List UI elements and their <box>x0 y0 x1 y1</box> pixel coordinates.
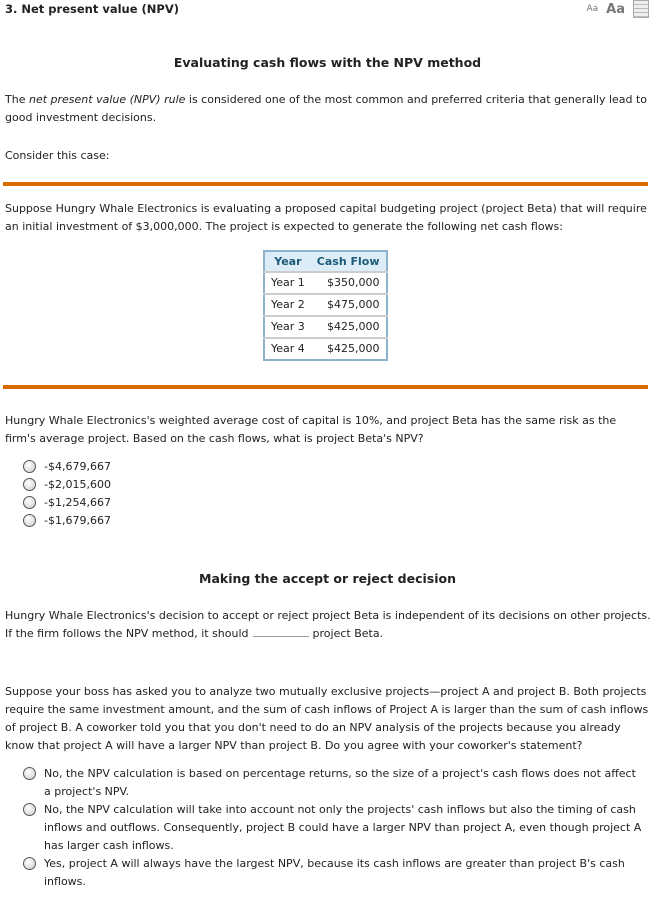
coworker-option[interactable]: No, the NPV calculation will take into account not only the projects' cash inflows but also the timing of cash inflows and outflows. Consequently, project B could have a larger NPV than project A, even though project A has larger cash inflows. <box>23 801 643 855</box>
cash-flow-table <box>263 250 388 361</box>
decision-paragraph: Hungry Whale Electronics's decision to accept or reject project Beta is independent of its decisions on other projects. If the firm follows the NPV method, it should project Beta. <box>5 609 651 640</box>
radio-button[interactable] <box>23 496 36 509</box>
npv-option[interactable]: -$2,015,600 <box>23 476 111 494</box>
question-title: 3. Net present value (NPV) <box>5 2 179 16</box>
toolbar <box>586 0 649 18</box>
table-row: Year 2 $475,000 <box>264 294 387 316</box>
section-heading-decision: Making the accept or reject decision <box>199 571 456 586</box>
table-row: Year 1 $350,000 <box>264 272 387 294</box>
font-larger-button[interactable]: Aa <box>606 1 625 17</box>
npv-option[interactable]: -$1,679,667 <box>23 512 111 530</box>
intro-paragraph: The net present value (NPV) rule is considered one of the most common and preferred criteria that generally lead to good investment decisions. <box>5 93 648 124</box>
header-year: Year <box>264 251 311 272</box>
npv-option[interactable]: -$1,254,667 <box>23 494 111 512</box>
npv-question: Hungry Whale Electronics's weighted average cost of capital is 10%, and project Beta has the same risk as the firm's average project. Based on the cash flows, what is project Beta's NPV? <box>5 414 617 445</box>
table-row: Year 3 $425,000 <box>264 316 387 338</box>
decision-dropdown[interactable] <box>253 636 309 637</box>
header-cash-flow: Cash Flow <box>311 251 387 272</box>
coworker-options <box>23 765 643 891</box>
case-paragraph: Suppose Hungry Whale Electronics is evaluating a proposed capital budgeting project (project Beta) that will require an initial investment of $3,000,000. The project is expected to generate the following net cash flows: <box>5 202 647 233</box>
print-icon[interactable] <box>633 0 649 18</box>
radio-button[interactable] <box>23 514 36 527</box>
divider <box>3 385 648 389</box>
coworker-option[interactable]: No, the NPV calculation is based on percentage returns, so the size of a project's cash flows does not affect a project's NPV. <box>23 765 643 801</box>
coworker-paragraph: Suppose your boss has asked you to analyze two mutually exclusive projects—project A and project B. Both projects require the same investment amount, and the sum of cash inflows of Project A is larger than the sum of cash inflows of project B. A coworker told you that you don't need to do an NPV analysis of the projects because you already know that project A will have a larger NPV than project B. Do you agree with your coworker's statement? <box>5 685 649 752</box>
radio-button[interactable] <box>23 478 36 491</box>
font-smaller-button[interactable]: Aa <box>586 4 599 14</box>
radio-button[interactable] <box>23 460 36 473</box>
radio-button[interactable] <box>23 803 36 816</box>
npv-option[interactable]: -$4,679,667 <box>23 458 111 476</box>
divider <box>3 182 648 186</box>
coworker-option[interactable]: Yes, project A will always have the largest NPV, because its cash inflows are greater than project B's cash inflows. <box>23 855 643 891</box>
section-heading-npv: Evaluating cash flows with the NPV method <box>173 55 482 70</box>
npv-options <box>23 458 111 530</box>
radio-button[interactable] <box>23 857 36 870</box>
table-row: Year 4 $425,000 <box>264 338 387 360</box>
radio-button[interactable] <box>23 767 36 780</box>
consider-text: Consider this case: <box>5 149 110 162</box>
